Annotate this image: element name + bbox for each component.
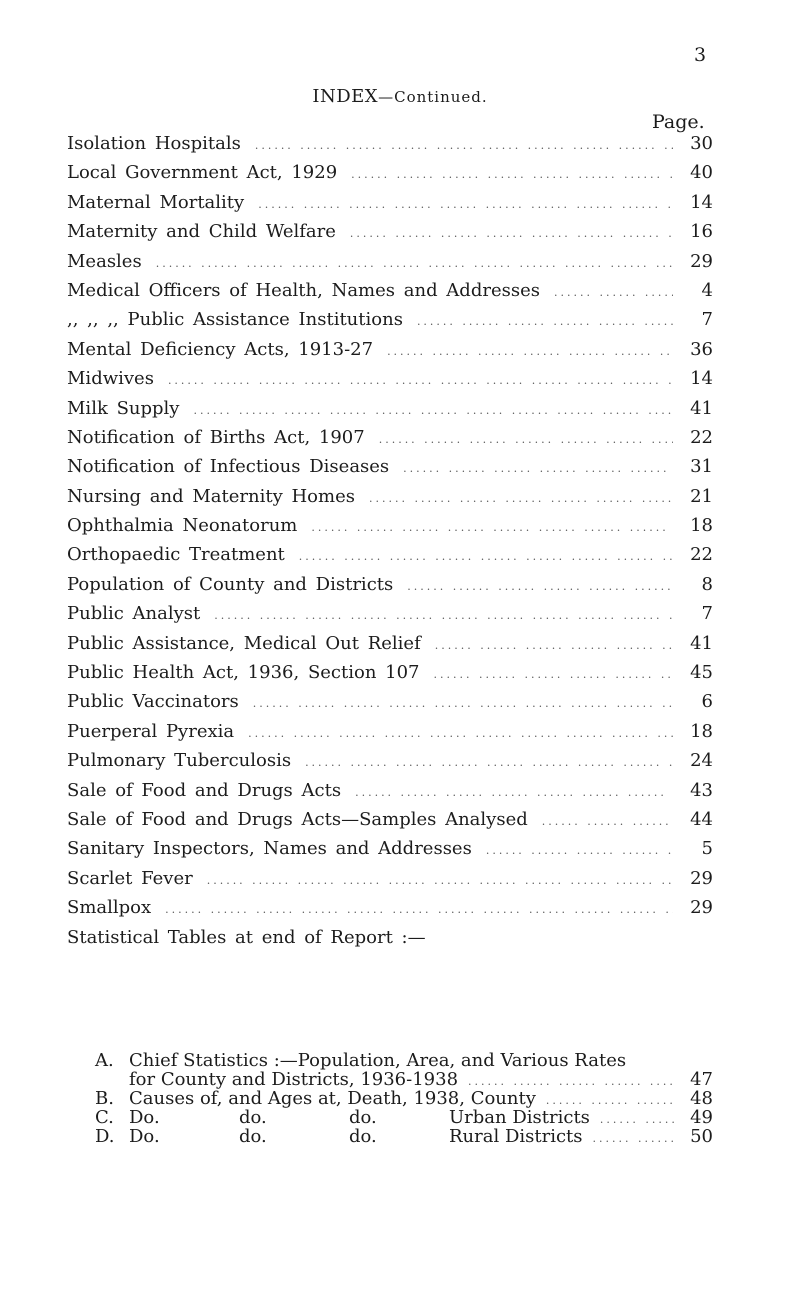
do-col: do. bbox=[349, 1107, 377, 1128]
index-entry bbox=[67, 251, 713, 280]
dot-leader bbox=[542, 815, 673, 828]
entry-title: Isolation Hospitals bbox=[67, 133, 241, 154]
index-entry bbox=[67, 456, 713, 485]
index-entry bbox=[67, 574, 713, 603]
dot-leader bbox=[403, 462, 673, 475]
table-entry-d bbox=[95, 1126, 713, 1145]
index-entry bbox=[67, 339, 713, 368]
entry-title: ,, ,, ,, Public Assistance Institutions bbox=[67, 309, 403, 331]
dot-leader bbox=[258, 198, 673, 211]
entry-page: 29 bbox=[690, 867, 713, 889]
dot-leader bbox=[546, 1094, 675, 1107]
entry-page: 47 bbox=[690, 1069, 713, 1090]
index-entry bbox=[67, 927, 713, 956]
entry-title: Sale of Food and Drugs Acts—Samples Analysed bbox=[67, 808, 528, 830]
heading-suffix: —Continued. bbox=[378, 88, 488, 106]
index-entry bbox=[67, 368, 713, 397]
entry-letter: C. bbox=[95, 1107, 114, 1128]
entry-title: Puerperal Pyrexia bbox=[67, 720, 235, 742]
dot-leader bbox=[156, 257, 673, 270]
index-entries bbox=[67, 133, 713, 956]
entry-page: 31 bbox=[690, 456, 713, 478]
entry-title: Sale of Food and Drugs Acts bbox=[67, 779, 342, 801]
index-entry bbox=[67, 544, 713, 573]
do-col: do. bbox=[349, 1126, 377, 1147]
entry-page: 4 bbox=[701, 279, 713, 301]
table-entry-c bbox=[95, 1107, 713, 1126]
entry-title: Maternal Mortality bbox=[67, 191, 245, 213]
entry-title: Scarlet Fever bbox=[67, 867, 193, 889]
entry-page: 16 bbox=[690, 221, 713, 243]
page-column-label: Page. bbox=[652, 111, 705, 133]
dot-leader bbox=[417, 315, 673, 328]
heading-main: INDEX bbox=[312, 86, 379, 107]
entry-page: 45 bbox=[690, 662, 713, 684]
entry-title: Maternity and Child Welfare bbox=[67, 221, 336, 243]
entry-page: 22 bbox=[690, 544, 713, 566]
entry-title: Ophthalmia Neonatorum bbox=[67, 515, 298, 537]
do-col: do. bbox=[239, 1126, 267, 1147]
index-entry bbox=[67, 603, 713, 632]
entry-page: 24 bbox=[690, 750, 713, 772]
entry-page: 7 bbox=[701, 309, 713, 331]
entry-letter: A. bbox=[95, 1050, 114, 1071]
dot-leader bbox=[165, 903, 673, 916]
entry-page: 36 bbox=[690, 338, 713, 360]
district-type: Rural Districts bbox=[449, 1126, 583, 1147]
entry-page: 43 bbox=[690, 779, 713, 801]
dot-leader bbox=[554, 286, 673, 299]
dot-leader bbox=[311, 521, 673, 534]
table-entry-b bbox=[95, 1088, 713, 1107]
district-type: Urban Districts bbox=[449, 1107, 590, 1128]
entry-title: Pulmonary Tuberculosis bbox=[67, 750, 292, 772]
entry-page: 7 bbox=[701, 603, 713, 625]
index-entry bbox=[67, 280, 713, 309]
entry-title: Notification of Infectious Diseases bbox=[67, 456, 390, 478]
dot-leader bbox=[387, 345, 673, 358]
dot-leader bbox=[435, 639, 673, 652]
index-entry bbox=[67, 162, 713, 191]
entry-text: for County and Districts, 1936-1938 bbox=[129, 1069, 459, 1090]
index-entry bbox=[67, 809, 713, 838]
dot-leader bbox=[369, 492, 673, 505]
entry-title: Public Assistance, Medical Out Relief bbox=[67, 632, 421, 654]
index-entry bbox=[67, 868, 713, 897]
index-entry bbox=[67, 897, 713, 926]
entry-title: Statistical Tables at end of Report :— bbox=[67, 926, 426, 948]
entry-letter: B. bbox=[95, 1088, 114, 1109]
entry-page: 41 bbox=[690, 632, 713, 654]
entry-letter: D. bbox=[95, 1126, 115, 1147]
do-col: Do. bbox=[129, 1107, 160, 1128]
entry-title: Mental Deficiency Acts, 1913-27 bbox=[67, 338, 374, 360]
index-entry bbox=[67, 221, 713, 250]
entry-title: Population of County and Districts bbox=[67, 573, 394, 595]
entry-title: Sanitary Inspectors, Names and Addresses bbox=[67, 838, 472, 860]
dot-leader bbox=[593, 1132, 675, 1145]
entry-title: Notification of Births Act, 1907 bbox=[67, 426, 365, 448]
entry-title: Nursing and Maternity Homes bbox=[67, 485, 355, 507]
dot-leader bbox=[214, 609, 673, 622]
index-entry bbox=[67, 192, 713, 221]
index-entry bbox=[67, 691, 713, 720]
entry-page: 22 bbox=[690, 426, 713, 448]
table-entry-a bbox=[95, 1050, 713, 1069]
do-col: do. bbox=[239, 1107, 267, 1128]
entry-title: Public Vaccinators bbox=[67, 691, 239, 713]
dot-leader bbox=[305, 756, 673, 769]
entry-page: 14 bbox=[690, 368, 713, 390]
dot-leader bbox=[355, 786, 673, 799]
dot-leader bbox=[255, 139, 673, 152]
entry-page: 6 bbox=[701, 691, 713, 713]
index-entry bbox=[67, 780, 713, 809]
entry-title: Local Government Act, 1929 bbox=[67, 162, 338, 184]
entry-page: 49 bbox=[690, 1107, 713, 1128]
dot-leader bbox=[468, 1075, 675, 1088]
index-entry bbox=[67, 750, 713, 779]
index-entry bbox=[67, 133, 713, 162]
dot-leader bbox=[351, 168, 673, 181]
entry-page: 8 bbox=[701, 573, 713, 595]
index-entry bbox=[67, 398, 713, 427]
dot-leader bbox=[248, 727, 673, 740]
entry-title: Public Analyst bbox=[67, 603, 201, 625]
entry-title: Midwives bbox=[67, 368, 154, 390]
entry-page: 40 bbox=[690, 162, 713, 184]
dot-leader bbox=[299, 550, 673, 563]
entry-page: 5 bbox=[701, 838, 713, 860]
dot-leader bbox=[486, 844, 673, 857]
index-entry bbox=[67, 309, 713, 338]
dot-leader bbox=[600, 1113, 675, 1126]
entry-page: 30 bbox=[690, 133, 713, 154]
entry-page: 18 bbox=[690, 720, 713, 742]
page-number: 3 bbox=[694, 44, 707, 66]
entry-page: 44 bbox=[690, 808, 713, 830]
entry-page: 41 bbox=[690, 397, 713, 419]
table-entry-a-cont bbox=[95, 1069, 713, 1088]
entry-title: Milk Supply bbox=[67, 397, 180, 419]
index-entry bbox=[67, 838, 713, 867]
entry-page: 21 bbox=[690, 485, 713, 507]
entry-title: Public Health Act, 1936, Section 107 bbox=[67, 662, 420, 684]
index-entry bbox=[67, 515, 713, 544]
statistical-tables-list bbox=[95, 1050, 713, 1145]
entry-text: Causes of, and Ages at, Death, 1938, County bbox=[129, 1088, 536, 1109]
index-entry bbox=[67, 662, 713, 691]
entry-text: Chief Statistics :—Population, Area, and Various Rates bbox=[129, 1050, 627, 1071]
entry-title: Medical Officers of Health, Names and Addresses bbox=[67, 279, 540, 301]
dot-leader bbox=[350, 227, 673, 240]
dot-leader bbox=[207, 874, 673, 887]
index-entry bbox=[67, 633, 713, 662]
entry-page: 29 bbox=[690, 897, 713, 919]
do-col: Do. bbox=[129, 1126, 160, 1147]
entry-page: 50 bbox=[690, 1126, 713, 1147]
entry-title: Smallpox bbox=[67, 897, 152, 919]
index-entry bbox=[67, 721, 713, 750]
dot-leader bbox=[193, 404, 673, 417]
index-entry bbox=[67, 486, 713, 515]
entry-page: 48 bbox=[690, 1088, 713, 1109]
entry-page: 14 bbox=[690, 191, 713, 213]
entry-title: Orthopaedic Treatment bbox=[67, 544, 285, 566]
dot-leader bbox=[407, 580, 673, 593]
entry-page: 18 bbox=[690, 515, 713, 537]
dot-leader bbox=[379, 433, 673, 446]
dot-leader bbox=[253, 697, 673, 710]
index-entry bbox=[67, 427, 713, 456]
entry-page: 29 bbox=[690, 250, 713, 272]
entry-title: Measles bbox=[67, 250, 142, 272]
index-heading bbox=[0, 86, 800, 107]
dot-leader bbox=[434, 668, 674, 681]
dot-leader bbox=[168, 374, 673, 387]
